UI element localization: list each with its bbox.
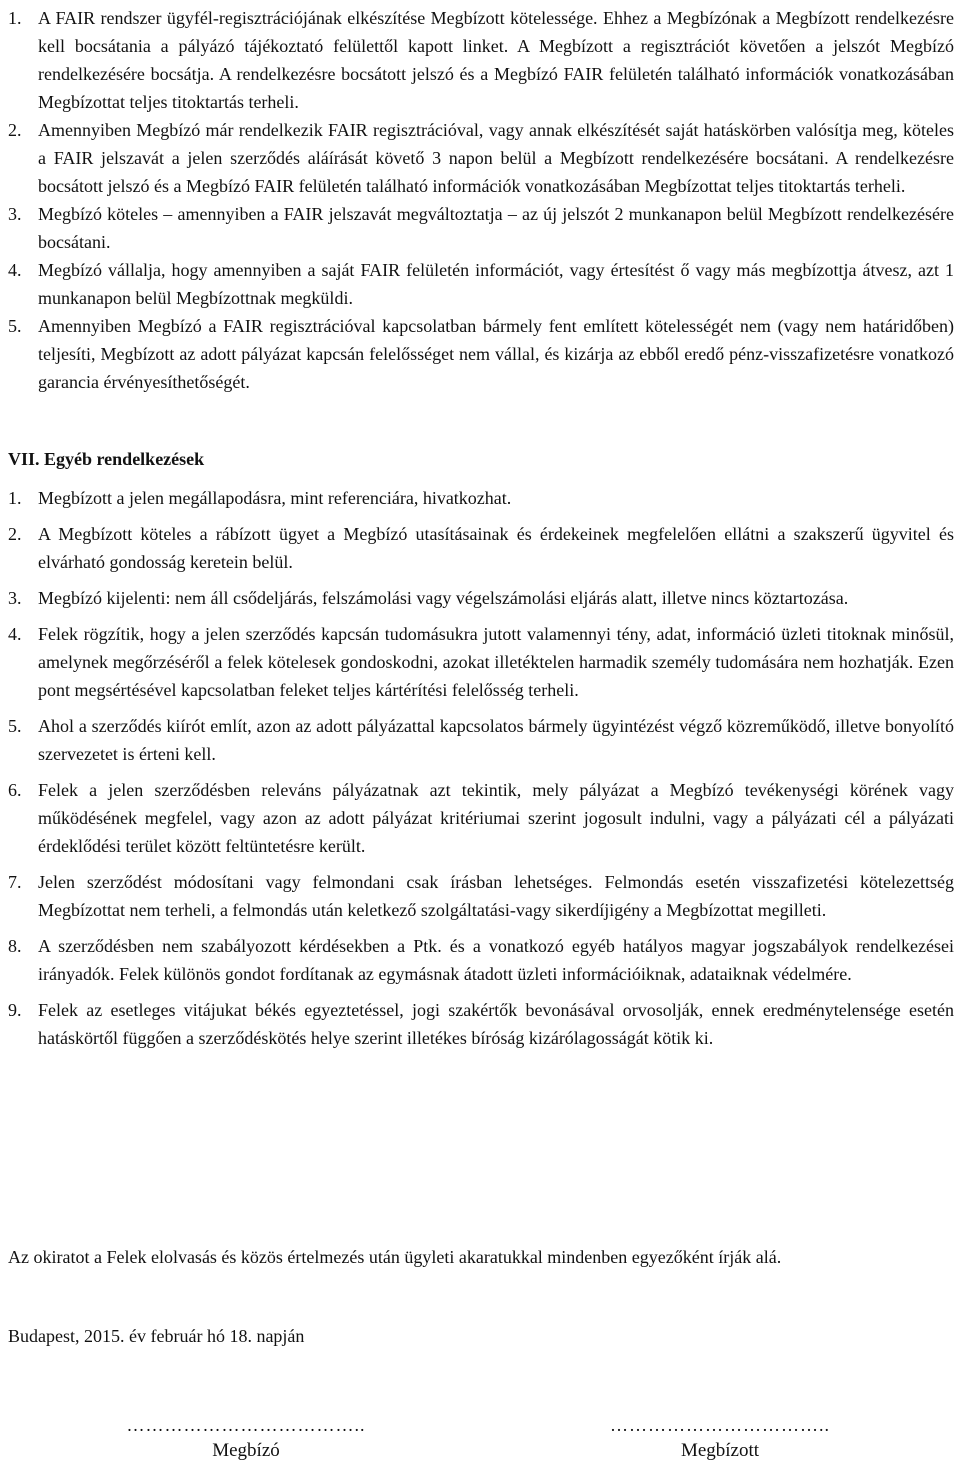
list-item: [8, 312, 954, 396]
item-number: 3.: [8, 204, 22, 224]
list-item: [8, 712, 954, 768]
item-number: 1.: [8, 488, 22, 508]
item-text: Felek a jelen szerződésben releváns pályázatnak azt tekintik, mely pályázat a Megbízó tevékenységi körének vagy működésének megfelel, vagy azon az adott pályázat kritériumai szerint jogosult indulni, vagy a pályázati cél a pályázati érdeklődési terület között feltüntetésre került.: [38, 780, 954, 856]
list-item: [8, 776, 954, 860]
item-number: 2.: [8, 524, 22, 544]
item-number: 1.: [8, 8, 22, 28]
list-item: [8, 256, 954, 312]
list-item: [8, 932, 954, 988]
item-number: 4.: [8, 624, 22, 644]
other-provisions-list: [8, 484, 954, 1060]
item-text: Amennyiben Megbízó a FAIR regisztrációval kapcsolatban bármely fent említett kötelességét nem (vagy nem határidőben) teljesíti, Megbízott az adott pályázat kapcsán felelősséget nem vállal, és kizárja az ebből eredő pénz-visszafizetésre vonatkozó garancia érvényesíthetőségét.: [38, 316, 954, 392]
item-number: 8.: [8, 936, 22, 956]
item-number: 6.: [8, 780, 22, 800]
list-item: [8, 200, 954, 256]
item-number: 5.: [8, 316, 22, 336]
item-text: Felek az esetleges vitájukat békés egyeztetéssel, jogi szakértők bevonásával orvosolják, ennek eredménytelensége esetén hatáskörtől függően a szerződéskötés helye szerint illetékes bíróság kizárólagosságát kötik ki.: [38, 1000, 954, 1048]
signature-line: ………………………………..: [126, 1415, 366, 1435]
list-item: [8, 4, 954, 116]
item-text: A szerződésben nem szabályozott kérdésekben a Ptk. és a vonatkozó egyéb hatályos magyar jogszabályok rendelkezései irányadók. Felek különös gondot fordítanak az egymásnak átadott üzleti információiknak, adataiknak védelmére.: [38, 936, 954, 984]
signature-name: Megbízott: [680, 1440, 760, 1461]
item-text: Jelen szerződést módosítani vagy felmondani csak írásban lehetséges. Felmondás esetén visszafizetési kötelezettség Megbízottat nem terheli, a felmondás után keletkező szolgáltatási-vagy sikerdíjigény a Megbízottat megilleti.: [38, 872, 954, 920]
obligations-list: [8, 4, 954, 396]
item-number: 5.: [8, 716, 22, 736]
item-number: 4.: [8, 260, 22, 280]
item-text: Ahol a szerződés kiírót említ, azon az adott pályázattal kapcsolatos bármely ügyintézést végző közreműködő, illetve bonyolító szervezetet is érteni kell.: [38, 716, 954, 764]
item-text: Megbízó kijelenti: nem áll csődeljárás, felszámolási vagy végelszámolási eljárás alatt, illetve nincs köztartozása.: [38, 588, 849, 608]
list-item: [8, 996, 954, 1052]
section-heading: VII. Egyéb rendelkezések: [8, 449, 205, 469]
item-number: 3.: [8, 588, 22, 608]
item-text: A FAIR rendszer ügyfél-regisztrációjának elkészítése Megbízott kötelessége. Ehhez a Megbízónak a Megbízott rendelkezésre kell bocsátania a pályázó tájékoztató felülettől kapott linket. A Megbízott a regisztrációt követően a jelszót Megbízó rendelkezésére bocsátja. A rendelkezésre bocsátott jelszó és a Megbízó FAIR felületén található információk vonatkozásában Megbízottat teljes titoktartás terheli.: [38, 8, 954, 112]
item-text: A Megbízott köteles a rábízott ügyet a Megbízó utasításainak és érdekeinek megfelelően ellátni a szakszerű ügyvitel és elvárható gondosság keretein belül.: [38, 524, 954, 572]
list-item: [8, 620, 954, 704]
item-number: 7.: [8, 872, 22, 892]
item-text: Megbízott a jelen megállapodásra, mint referenciára, hivatkozhat.: [38, 488, 512, 508]
list-item: [8, 116, 954, 200]
signature-block-client: [86, 1412, 406, 1464]
signature-line: ……………………………..: [610, 1415, 830, 1435]
closing-paragraph: Az okiratot a Felek elolvasás és közös értelmezés után ügyleti akaratukkal mindenben egyezőként írják alá.: [8, 1247, 782, 1267]
signature-block-agent: [560, 1412, 880, 1464]
item-text: Megbízó vállalja, hogy amennyiben a saját FAIR felületén információt, vagy értesítést ő vagy más megbízottja átvesz, azt 1 munkanapon belül Megbízottnak megküldi.: [38, 260, 954, 308]
item-text: Megbízó köteles – amennyiben a FAIR jelszavát megváltoztatja – az új jelszót 2 munkanapon belül Megbízott rendelkezésére bocsátani.: [38, 204, 954, 252]
list-item: [8, 520, 954, 576]
item-number: 2.: [8, 120, 22, 140]
list-item: [8, 868, 954, 924]
signature-name: Megbízó: [212, 1440, 280, 1461]
list-item: [8, 584, 954, 612]
list-item: [8, 484, 954, 512]
item-text: Amennyiben Megbízó már rendelkezik FAIR regisztrációval, vagy annak elkészítését saját hatáskörben valósítja meg, köteles a FAIR jelszavát a jelen szerződés aláírását követő 3 napon belül a Megbízott rendelkezésére bocsátani. A rendelkezésre bocsátott jelszó és a Megbízó FAIR felületén található információk vonatkozásában Megbízottat teljes titoktartás terheli.: [38, 120, 954, 196]
item-text: Felek rögzítik, hogy a jelen szerződés kapcsán tudomásukra jutott valamennyi tény, adat, információ üzleti titoknak minősül, amelynek megőrzéséről a felek kötelesek gondoskodni, azokat illetéktelen harmadik személy tudomására nem hozhatják. Ezen pont megsértésével kapcsolatban feleket teljes kártérítési felelősség terheli.: [38, 624, 954, 700]
place-date: Budapest, 2015. év február hó 18. napján: [8, 1326, 305, 1346]
item-number: 9.: [8, 1000, 22, 1020]
